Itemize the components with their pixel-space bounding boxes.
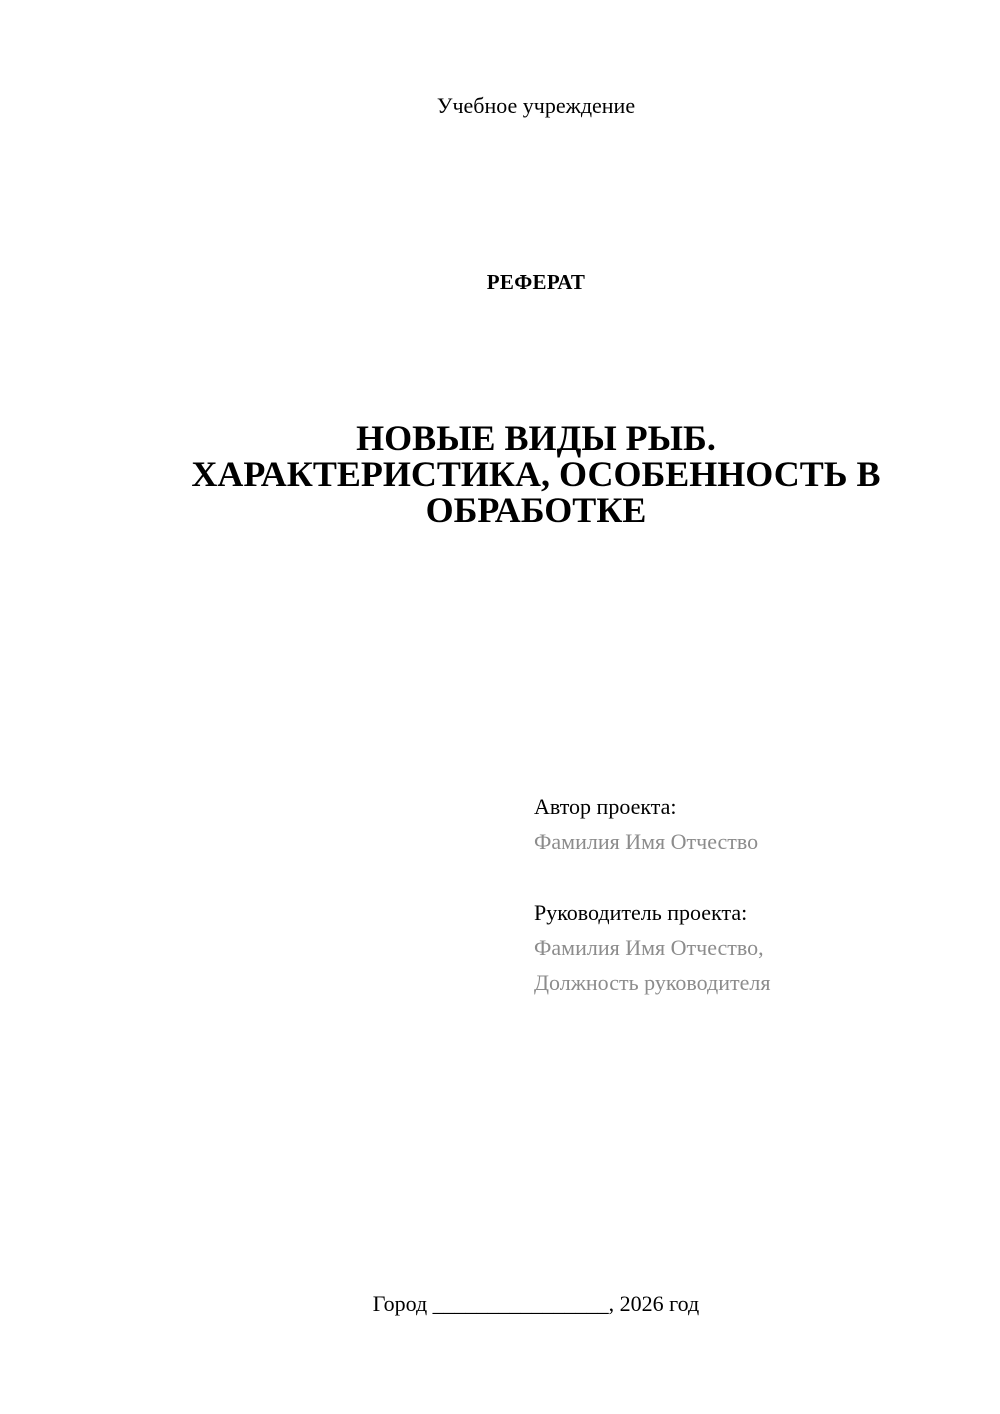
author-label: Автор проекта: <box>534 794 677 819</box>
institution-name: Учебное учреждение <box>436 93 636 118</box>
spacer <box>534 859 974 895</box>
document-type: РЕФЕРАТ <box>486 270 586 294</box>
title-line-1: НОВЫЕ ВИДЫ РЫБ. <box>356 418 716 458</box>
author-name: Фамилия Имя Отчество <box>534 829 759 854</box>
project-info <box>534 789 974 1000</box>
title-line-2: ХАРАКТЕРИСТИКА, ОСОБЕННОСТЬ В <box>191 454 881 494</box>
supervisor-name: Фамилия Имя Отчество, <box>534 935 764 960</box>
title-line-3: ОБРАБОТКЕ <box>425 490 647 530</box>
city-year-footer: Город ________________, 2026 год <box>372 1291 700 1316</box>
document-title <box>100 420 972 528</box>
supervisor-label: Руководитель проекта: <box>534 900 748 925</box>
supervisor-position: Должность руководителя <box>534 970 771 995</box>
